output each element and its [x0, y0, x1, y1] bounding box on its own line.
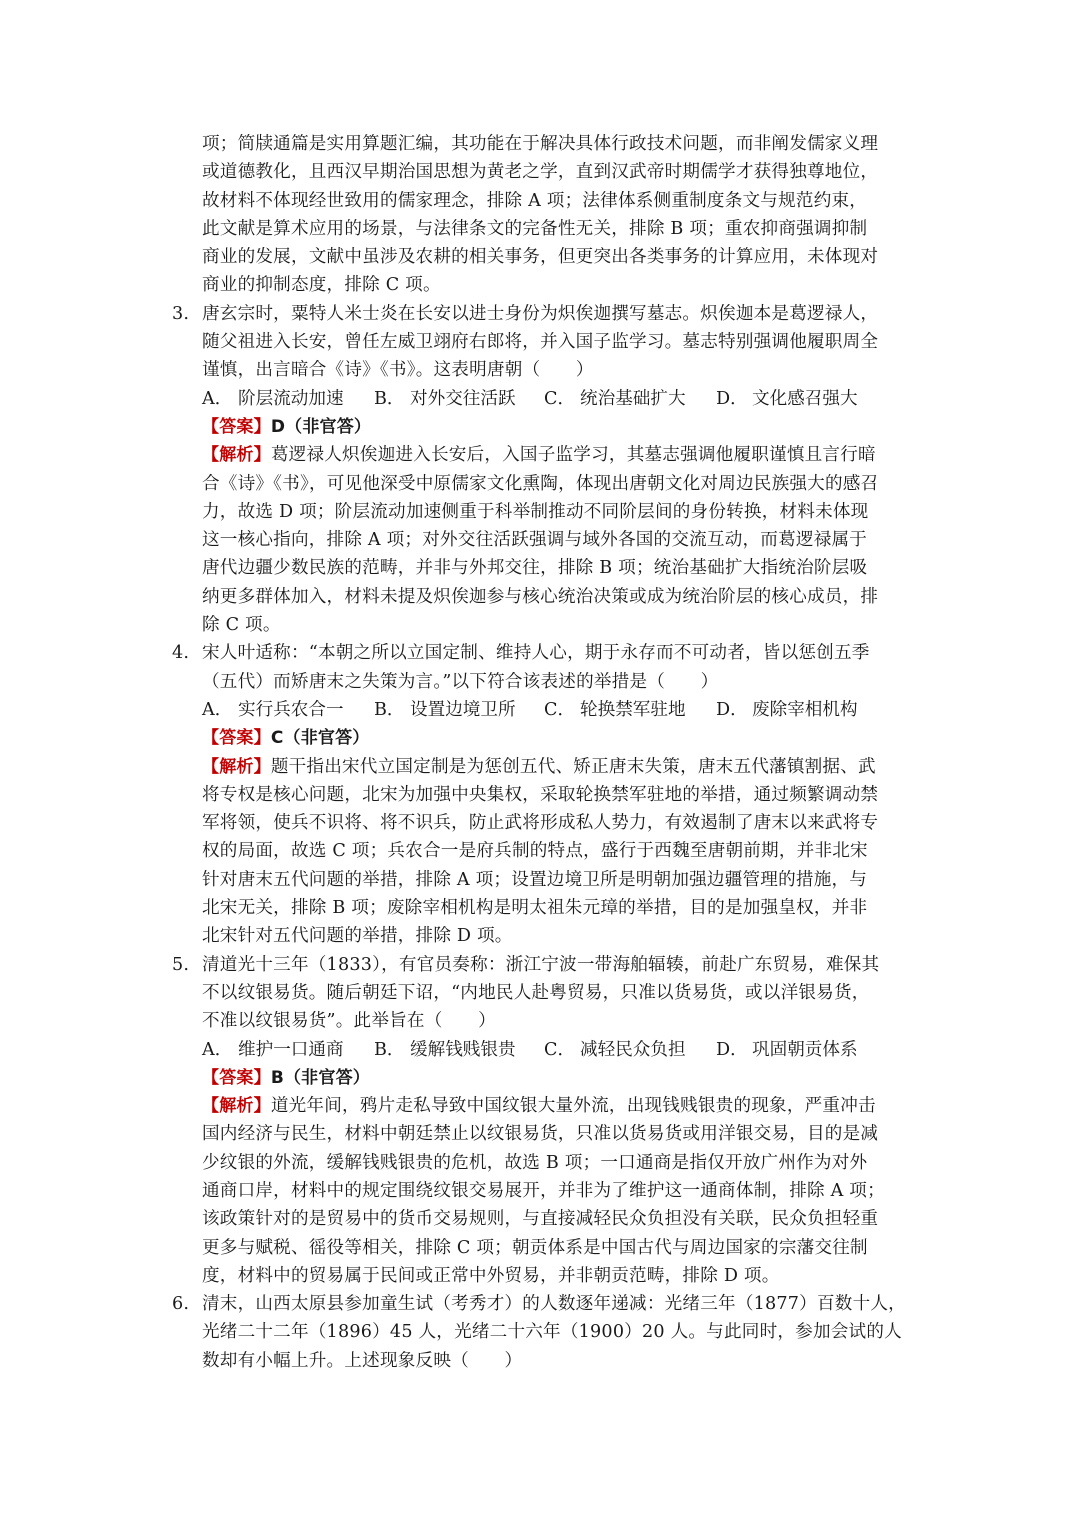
analysis-tag: 【解析】 — [202, 1096, 271, 1117]
options-row — [172, 696, 922, 724]
analysis-tag: 【解析】 — [202, 756, 271, 777]
analysis-line: 该政策针对的是贸易中的货币交易规则，与直接减轻民众负担没有关联，民众负担轻重 — [202, 1209, 879, 1230]
analysis-line: 将专权是核心问题，北宋为加强中央集权，采取轮换禁军驻地的举措，通过频繁调动禁 — [202, 784, 879, 805]
option-c[interactable]: C． 轮换禁军驻地 — [544, 699, 686, 720]
option-b[interactable]: B． 设置边境卫所 — [374, 699, 516, 720]
option-c[interactable]: C． 统治基础扩大 — [544, 388, 686, 409]
analysis-line: 纳更多群体加入，材料未提及炽俟迦参与核心统治决策或成为统治阶层的核心成员，排 — [202, 586, 879, 607]
options-row — [172, 1036, 922, 1064]
answer-tag: 【答案】 — [202, 416, 271, 437]
answer-line — [172, 1064, 922, 1092]
analysis-line: 国内经济与民生，材料中朝廷禁止以纹银易货，只准以货易货或用洋银交易，目的是减 — [202, 1124, 879, 1145]
analysis-line: 【解析】道光年间，鸦片走私导致中国纹银大量外流，出现钱贱银贵的现象，严重冲击 — [202, 1096, 876, 1117]
answer-tag: 【答案】 — [202, 1067, 271, 1088]
question-stem-line: 不准以纹银易货”。此举旨在（ ） — [202, 1011, 496, 1032]
question-stem-line: 不以纹银易货。随后朝廷下诏，“内地民人赴粤贸易，只准以货易货，或以洋银易货， — [202, 982, 870, 1003]
analysis-line: 这一核心指向，排除 A 项；对外交往活跃强调与域外各国的交流互动，而葛逻禄属于 — [202, 530, 868, 551]
option-c[interactable]: C． 减轻民众负担 — [544, 1039, 686, 1060]
analysis-line: 【解析】葛逻禄人炽俟迦进入长安后，入国子监学习，其墓志强调他履职谨慎且言行暗 — [202, 445, 876, 466]
analysis-line: 更多与赋税、徭役等相关，排除 C 项；朝贡体系是中国古代与周边国家的宗藩交往制 — [202, 1237, 868, 1258]
analysis-line: 度，材料中的贸易属于民间或正常中外贸易，并非朝贡范畴，排除 D 项。 — [202, 1265, 780, 1286]
analysis-line: 军将领，使兵不识将、将不识兵，防止武将形成私人势力，有效遏制了唐末以来武将专 — [202, 813, 879, 834]
analysis-line: 合《诗》《书》，可见他深受中原儒家文化熏陶，体现出唐朝文化对周边民族强大的感召 — [202, 473, 879, 494]
option-d[interactable]: D． 废除宰相机构 — [716, 699, 858, 720]
answer-value: C（非官答） — [270, 728, 370, 749]
question-4 — [172, 639, 922, 950]
question-stem-line: 谨慎，出言暗合《诗》《书》。这表明唐朝（ ） — [202, 360, 594, 381]
analysis-line: 唐代边疆少数民族的范畴，并非与外邦交往，排除 B 项；统治基础扩大指统治阶层吸 — [202, 558, 868, 579]
answer-tag: 【答案】 — [202, 728, 271, 749]
text-line: 或道德教化，且西汉早期治国思想为黄老之学，直到汉武帝时期儒学才获得独尊地位， — [202, 162, 879, 183]
text-line: 此文献是算术应用的场景，与法律条文的完备性无关，排除 B 项；重农抑商强调抑制 — [202, 218, 868, 239]
question-stem-line: 随父祖进入长安，曾任左威卫翊府右郎将，并入国子监学习。墓志特别强调他履职周全 — [202, 332, 879, 353]
page-content — [172, 130, 922, 1375]
answer-value: D（非官答） — [270, 416, 372, 437]
option-a[interactable]: A． 阶层流动加速 — [202, 388, 344, 409]
analysis-line: 少纹银的外流，缓解钱贱银贵的危机，故选 B 项；一口通商是指仅开放广州作为对外 — [202, 1152, 868, 1173]
question-6 — [172, 1290, 922, 1375]
analysis-line: 【解析】题干指出宋代立国定制是为惩创五代、矫正唐末失策，唐末五代藩镇割据、武 — [202, 756, 876, 777]
answer-value: B（非官答） — [270, 1067, 370, 1088]
question-stem-line: （五代）而矫唐末之失策为言。”以下符合该表述的举措是（ ） — [202, 671, 719, 692]
analysis-line: 力，故选 D 项；阶层流动加速侧重于科举制推动不同阶层间的身份转换，材料未体现 — [202, 501, 869, 522]
options-row — [172, 385, 922, 413]
analysis-line: 针对唐末五代问题的举措，排除 A 项；设置边境卫所是明朝加强边疆管理的措施，与 — [202, 869, 868, 890]
question-stem-line: 数却有小幅上升。上述现象反映（ ） — [202, 1350, 523, 1371]
question-stem-line: 清道光十三年（1833），有官员奏称：浙江宁波一带海舶辐辏，前赴广东贸易，难保其 — [202, 954, 880, 975]
question-stem-line: 光绪二十二年（1896）45 人，光绪二十六年（1900）20 人。与此同时，参加会试的人 — [202, 1322, 902, 1343]
question-stem-line: 宋人叶适称：“本朝之所以立国定制、维持人心，期于永存而不可动者，皆以惩创五季 — [202, 643, 870, 664]
text-line: 故材料不体现经世致用的儒家理念，排除 A 项；法律体系侧重制度条文与规范约束， — [202, 190, 868, 211]
text-line: 商业的发展，文献中虽涉及农耕的相关事务，但更突出各类事务的计算应用，未体现对 — [202, 247, 879, 268]
question-stem-line: 清末，山西太原县参加童生试（考秀才）的人数逐年递减：光绪三年（1877）百数十人， — [202, 1294, 906, 1315]
question-number: 6. — [172, 1294, 190, 1315]
option-a[interactable]: A． 实行兵农合一 — [202, 699, 344, 720]
analysis-line: 通商口岸，材料中的规定围绕纹银交易展开，并非为了维护这一通商体制，排除 A 项； — [202, 1180, 885, 1201]
option-b[interactable]: B． 对外交往活跃 — [374, 388, 516, 409]
text-line: 商业的抑制态度，排除 C 项。 — [202, 275, 441, 296]
analysis-line: 北宋针对五代问题的举措，排除 D 项。 — [202, 926, 513, 947]
analysis-line: 权的局面，故选 C 项；兵农合一是府兵制的特点，盛行于西魏至唐朝前期，并非北宋 — [202, 841, 868, 862]
question-number: 3. — [172, 303, 190, 324]
option-b[interactable]: B． 缓解钱贱银贵 — [374, 1039, 516, 1060]
question-number: 5. — [172, 954, 190, 975]
analysis-line: 北宋无关，排除 B 项；废除宰相机构是明太祖朱元璋的举措，目的是加强皇权，并非 — [202, 898, 868, 919]
option-d[interactable]: D． 文化感召强大 — [716, 388, 858, 409]
option-a[interactable]: A． 维护一口通商 — [202, 1039, 344, 1060]
previous-analysis-tail — [172, 130, 922, 300]
question-3 — [172, 300, 922, 640]
analysis-line: 除 C 项。 — [202, 615, 281, 636]
answer-line — [172, 413, 922, 441]
answer-line — [172, 724, 922, 752]
question-number: 4. — [172, 643, 190, 664]
question-stem-line: 唐玄宗时，粟特人米士炎在长安以进士身份为炽俟迦撰写墓志。炽俟迦本是葛逻禄人， — [202, 303, 879, 324]
analysis-tag: 【解析】 — [202, 445, 271, 466]
question-5 — [172, 951, 922, 1291]
option-d[interactable]: D． 巩固朝贡体系 — [716, 1039, 858, 1060]
text-line: 项；简牍通篇是实用算题汇编，其功能在于解决具体行政技术问题，而非阐发儒家义理 — [202, 134, 879, 154]
